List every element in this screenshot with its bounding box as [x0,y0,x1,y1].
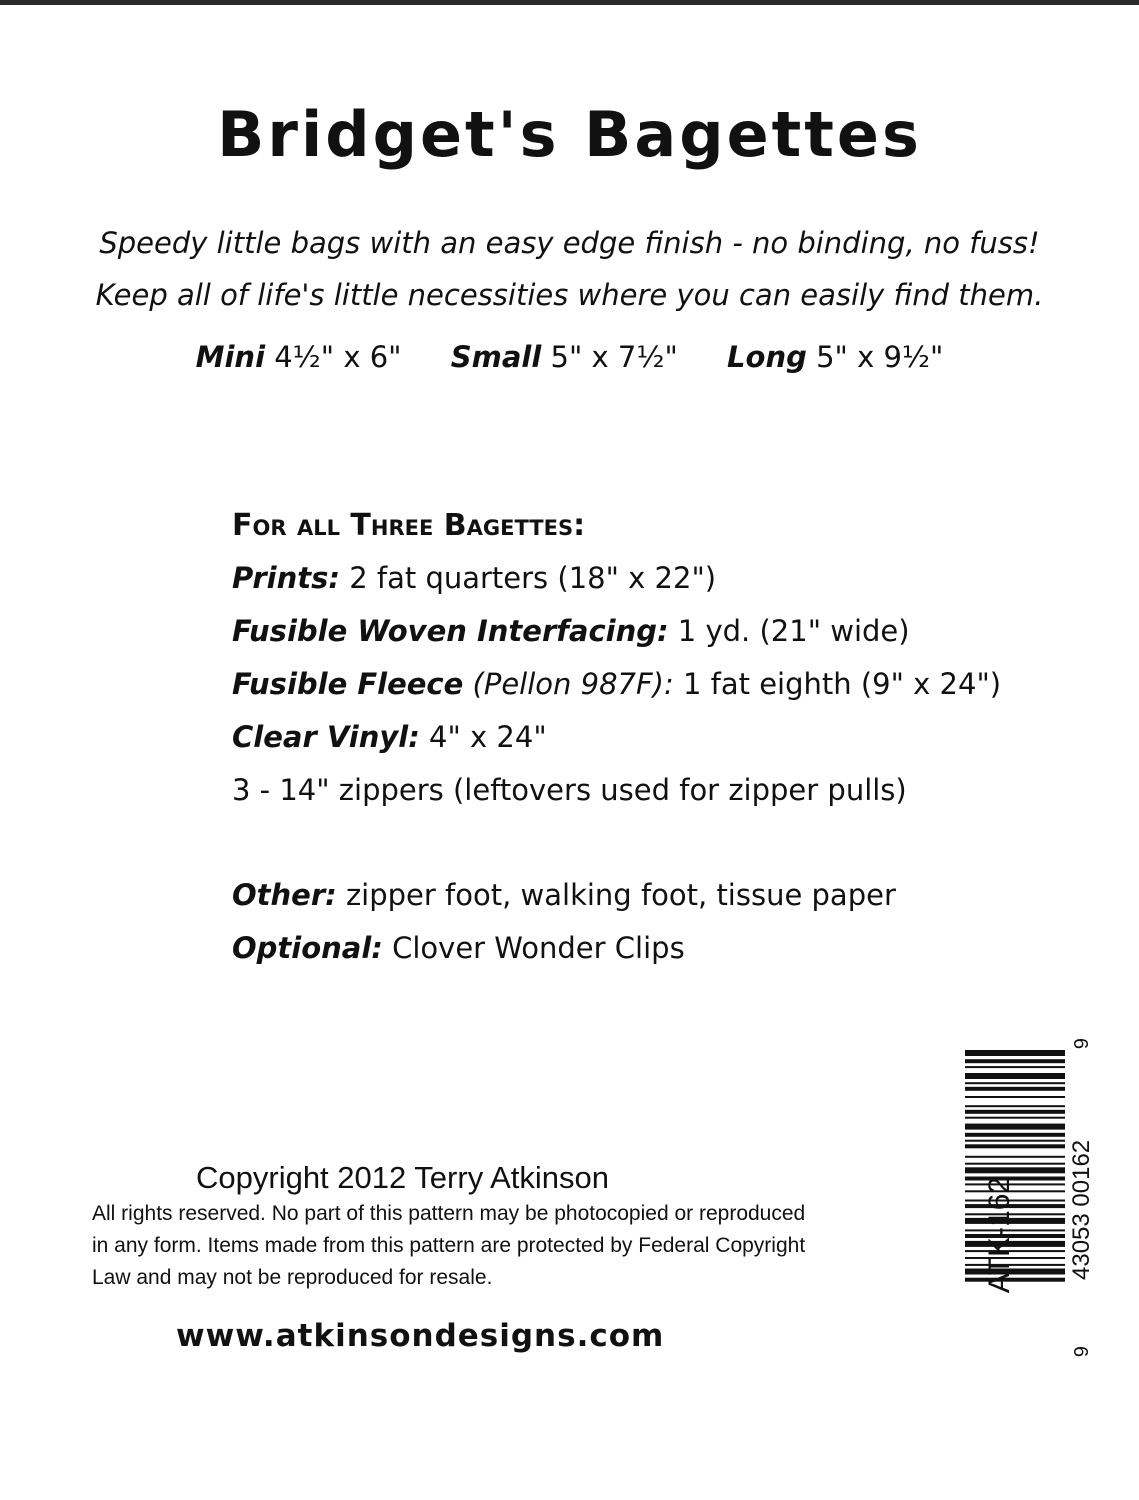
barcode-bar [965,1163,1065,1165]
size-name: Mini [195,340,266,374]
barcode-bar [965,1229,1065,1231]
barcode-bar [965,1183,1065,1185]
barcode-bar [965,1144,1065,1148]
barcode-bar [965,1087,1065,1091]
size-dims: 4½" x 6" [274,340,402,374]
barcode-bar [965,1250,1065,1252]
barcode-trail-digit: 6 [1069,1345,1092,1358]
size-long [727,340,943,374]
material-optional [232,922,1032,975]
barcode-bar [965,1190,1065,1192]
material-fleece [232,658,1032,711]
barcode-icon [965,1050,1065,1350]
material-label: Fusible Fleece [232,667,464,701]
barcode-bar [965,1234,1065,1238]
barcode-bar [965,1269,1065,1275]
material-other [232,869,1032,922]
spacer [232,817,1032,869]
barcode-bar [965,1096,1065,1098]
material-text: zipper foot, walking foot, tissue paper [345,878,896,912]
barcode-lead-digit: 6 [1069,1037,1092,1050]
material-vinyl [232,711,1032,764]
material-label: Clear Vinyl: [232,720,420,754]
size-name: Small [450,340,542,374]
barcode-bar [965,1140,1065,1142]
material-prints [232,552,1032,605]
material-text: 2 fat quarters (18" x 22") [349,561,717,595]
size-name: Long [727,340,807,374]
barcode-bar [965,1110,1065,1114]
barcode-bar [965,1082,1065,1084]
barcode-bar [965,1133,1065,1137]
barcode-bar [965,1218,1065,1224]
size-small [451,340,678,374]
barcode-bar [965,1050,1065,1056]
barcode-bar [965,1177,1065,1181]
size-dims: 5" x 7½" [550,340,678,374]
material-note: (Pellon 987F): [472,667,674,701]
barcode-number: 43053 00162 [1068,1139,1095,1281]
material-zippers: 3 - 14" zippers (leftovers used for zipper pulls) [232,773,907,807]
material-label: Other: [232,878,337,912]
material-text: 1 fat eighth (9" x 24") [682,667,1002,701]
barcode-bar [965,1066,1065,1068]
material-text: 4" x 24" [429,720,547,754]
materials-heading: For all Three Bagettes: [232,508,586,543]
barcode-bar [965,1117,1065,1119]
size-mini [196,340,402,374]
barcode-bar [965,1257,1065,1259]
barcode-bar [965,1105,1065,1107]
barcode-bar [965,1059,1065,1063]
tagline-line-1: Speedy little bags with an easy edge finish - no binding, no fuss! [99,226,1040,260]
barcode-area [930,1030,1080,1360]
material-label: Fusible Woven Interfacing: [232,614,669,648]
material-interfacing [232,605,1032,658]
material-label: Prints: [232,561,340,595]
barcode-bar [965,1167,1065,1173]
barcode-bar [965,1241,1065,1247]
barcode-bar [965,1278,1065,1282]
barcode-bar [965,1264,1065,1266]
materials-list [232,500,1032,975]
material-text: 1 yd. (21" wide) [677,614,910,648]
material-text: Clover Wonder Clips [392,931,685,965]
barcode-bar [965,1200,1065,1202]
barcode-bar [965,1204,1065,1208]
pattern-title: Bridget's Bagettes [217,98,922,171]
rights-notice: All rights reserved. No part of this pattern may be photocopied or reproduced in any form. Items made from this pattern are protected by Federal Copyright Law and may not be reproduced for resale. [92,1202,806,1289]
size-dims: 5" x 9½" [816,340,944,374]
material-label: Optional: [232,931,383,965]
size-list [0,340,1139,374]
barcode-bar [965,1073,1065,1079]
tagline-line-2: Keep all of life's little necessities where you can easily find them. [95,278,1044,312]
barcode-bar [965,1156,1065,1158]
barcode-bar [965,1213,1065,1215]
website-link[interactable]: www.atkinsondesigns.com [176,1318,665,1354]
barcode-bar [965,1124,1065,1130]
copyright-line: Copyright 2012 Terry Atkinson [196,1160,609,1195]
page-top-edge [0,0,1139,5]
